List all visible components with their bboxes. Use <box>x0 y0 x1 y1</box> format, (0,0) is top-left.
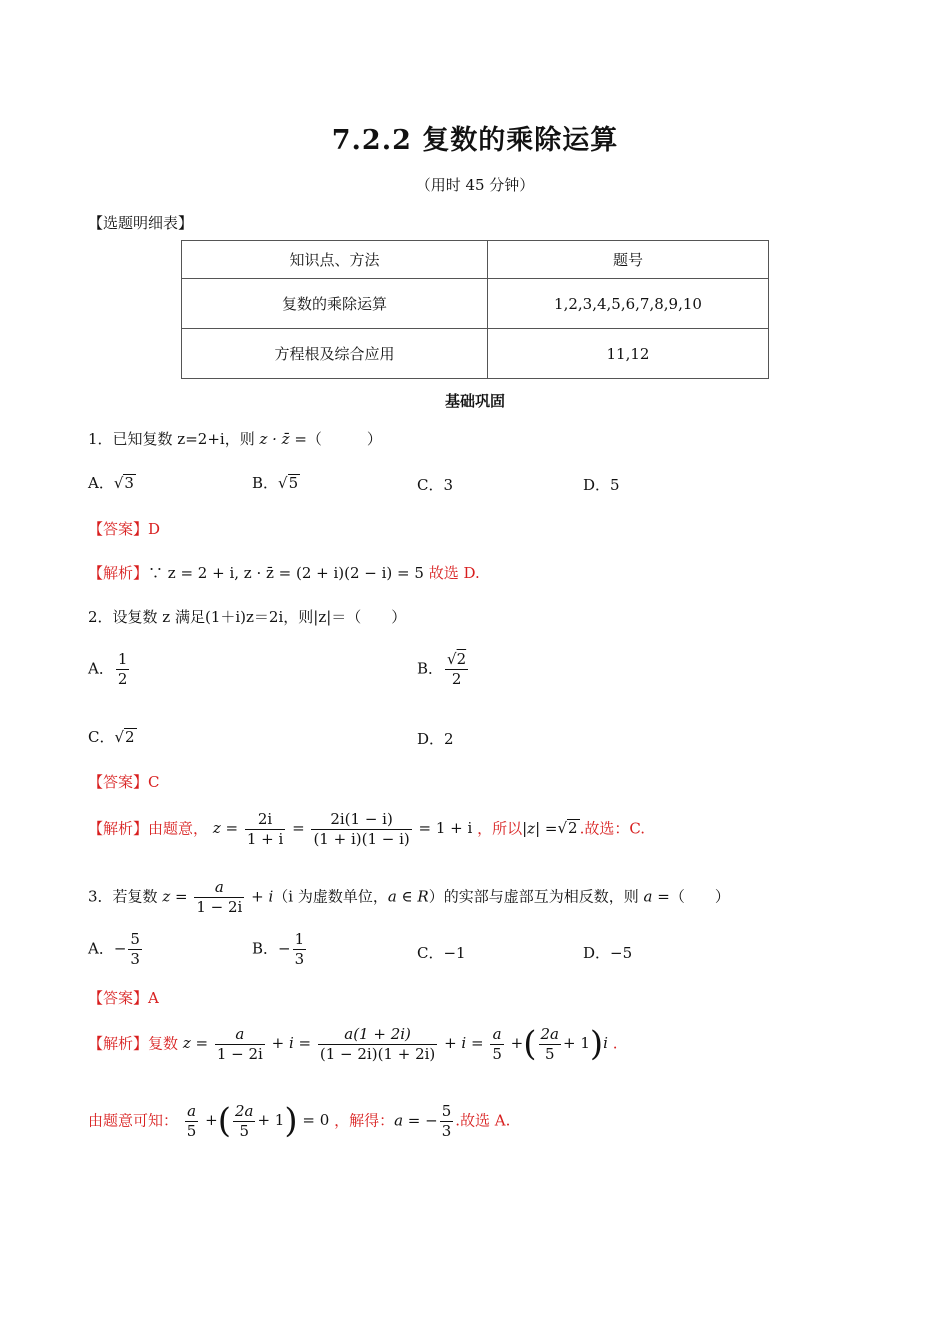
q2-option-b <box>417 650 470 689</box>
option-letter: B． <box>417 659 444 678</box>
q3-analysis-line2: 由题意可知： $\frac{a}{5}$ +( $\frac{2a}{5}$ + 1) = 0 ，解得：a = − $\frac{5}{3}$ .故选 A. <box>88 1101 511 1142</box>
q3-line2-math: $\frac{a}{5}$ +( $\frac{2a}{5}$ + 1) = 0 <box>186 1101 330 1142</box>
option-value: 5 <box>610 476 620 494</box>
page-title: 7.2.2 复数的乘除运算 <box>331 125 619 156</box>
analysis-label: 【解析】 <box>88 819 149 838</box>
table-header-row <box>182 241 769 279</box>
q2-analysis: 【解析】由题意， z = $\frac{2i}{1 + i}$ = $\frac{2i(1 - i)}{(1 + i)(1 - i)}$ = 1 + i ，所以|z| =√2 .故选：C. <box>88 810 646 848</box>
table-cell: 复数的乘除运算 <box>182 279 488 329</box>
q3-stem: 3．若复数 z = $\frac{a}{1 - 2i}$ + i（i 为虚数单位，a ∈ R）的实部与虚部互为相反数，则 a =（ ） <box>88 878 730 916</box>
q1-answer <box>88 518 160 539</box>
sqrt-expr: √3 <box>113 474 134 492</box>
table-row <box>182 279 769 329</box>
option-letter: A． <box>88 939 114 958</box>
table-heading: 【选题明细表】 <box>88 214 194 232</box>
q1-analysis <box>88 562 480 583</box>
section-title: 基础巩固 <box>444 392 505 410</box>
option-letter: A． <box>88 659 114 678</box>
q3-answer <box>88 987 159 1008</box>
analysis-label: 【解析】 <box>88 1034 149 1053</box>
answer-label: 【答案】 <box>88 520 149 538</box>
option-value: 3 <box>443 476 454 494</box>
answer-label: 【答案】 <box>88 989 149 1007</box>
analysis-label: 【解析】 <box>88 564 149 582</box>
q1-expr: z · z̄ = <box>259 430 307 448</box>
table-header-cell: 知识点、方法 <box>182 241 488 279</box>
q2-answer <box>88 771 160 792</box>
answer-label: 【答案】 <box>88 773 149 791</box>
table-cell: 方程根及综合应用 <box>182 329 488 379</box>
q3-option-b: B．− $\frac{1}{3}$ <box>252 930 305 968</box>
option-value: −5 <box>610 944 633 962</box>
q2-option-c <box>88 726 137 747</box>
q1-option-a <box>88 472 136 493</box>
option-value: −1 <box>443 944 466 962</box>
table-header-cell: 题号 <box>488 241 769 279</box>
sqrt-expr: √2 <box>114 728 135 746</box>
q1-option-d <box>583 474 620 495</box>
table-row <box>182 329 769 379</box>
q3-option-a: A．− $\frac{5}{3}$ <box>88 930 140 968</box>
q2-solution-math: z = $\frac{2i}{1 + i}$ = $\frac{2i(1 - i)}{(1 + i)(1 - i)}$ = 1 + i <box>212 810 473 848</box>
answer-value: C <box>148 773 160 791</box>
q3-option-c <box>417 942 466 963</box>
option-letter: D． <box>583 476 611 494</box>
option-letter: C． <box>417 944 444 962</box>
q3-option-d <box>583 942 632 963</box>
fraction: $\frac{√2}{2}$ <box>447 650 467 688</box>
option-value: 2 <box>444 730 454 748</box>
fraction: $\frac{1}{2}$ <box>117 650 128 688</box>
topic-table <box>181 240 769 379</box>
option-letter: D． <box>583 944 611 962</box>
q2-option-d <box>417 728 454 749</box>
q1-option-c <box>417 474 453 495</box>
answer-value: A <box>148 989 159 1007</box>
sqrt-expr: √5 <box>278 474 299 492</box>
q1-stem <box>88 428 382 449</box>
page-subtitle: （用时 45 分钟） <box>415 176 535 194</box>
q3-solution-math: z = $\frac{a}{1 - 2i}$ + i = $\frac{a(1 + 2i)}{(1 - 2i)(1 + 2i)}$ + i = $\frac{a}{5}$ +( $\frac{2a}{5}$ + 1)i <box>182 1024 608 1065</box>
option-letter: B． <box>252 939 279 958</box>
option-letter: B． <box>252 474 279 492</box>
option-letter: A． <box>88 474 114 492</box>
option-letter: D． <box>417 730 445 748</box>
q1-solution-tail: 故选 D. <box>428 564 480 582</box>
q1-solution-math: ∵ z = 2 + i, z · z̄ = (2 + i)(2 − i) = 5 <box>148 564 424 582</box>
q3-analysis: 【解析】复数 z = $\frac{a}{1 - 2i}$ + i = $\frac{a(1 + 2i)}{(1 - 2i)(1 + 2i)}$ + i = $\frac{a}{5}$ +( $\frac{2a}{5}$ + 1)i . <box>88 1024 618 1065</box>
q2-solution-lead: 由题意， <box>148 819 209 838</box>
q2-option-a <box>88 650 131 689</box>
answer-value: D <box>148 520 161 538</box>
q1-option-b <box>252 472 300 493</box>
option-letter: C． <box>417 476 444 494</box>
q1-stem-text: 1．已知复数 z=2+i，则 <box>88 430 260 448</box>
q2-stem: 2．设复数 z 满足(1＋i)z＝2i，则|z|＝（ ） <box>88 608 407 626</box>
table-cell: 1,2,3,4,5,6,7,8,9,10 <box>488 279 769 329</box>
option-letter: C． <box>88 728 115 746</box>
table-cell: 11,12 <box>488 329 769 379</box>
q1-paren: （ ） <box>306 430 382 448</box>
